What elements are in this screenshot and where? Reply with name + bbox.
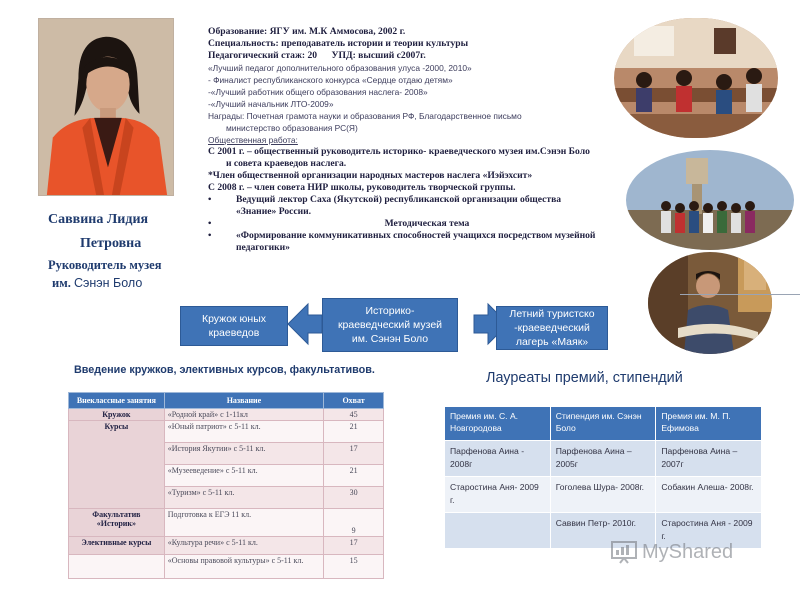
museum-box <box>322 298 458 352</box>
watermark-text: MyShared <box>642 540 734 563</box>
group-photo <box>626 150 794 250</box>
person-name-first: Саввина Лидия <box>48 212 149 227</box>
activities-section-title: Введение кружков, элективных курсов, факультативов. <box>74 364 375 376</box>
person-name-second: Петровна <box>80 236 142 251</box>
public-work-line-cont: и совета краеведов наслега. <box>226 158 347 169</box>
box-label-line: -краеведческий <box>514 322 590 334</box>
activity-count-cell: 9 <box>324 509 384 537</box>
awards-line-cont: министерство образования РС(Я) <box>226 123 358 133</box>
category-label: Факультатив <box>92 510 141 519</box>
category-cell: Кружок <box>69 409 165 421</box>
activity-name-cell: «Основы правовой культуры» с 5-11 кл. <box>164 555 323 579</box>
activity-count-cell: 45 <box>324 409 384 421</box>
museum-exhibit-photo <box>648 252 772 354</box>
laureate-cell: Парфенова Аина – 2007г <box>656 441 762 477</box>
category-cell: Элективные курсы <box>69 537 165 555</box>
activity-count-cell: 15 <box>324 555 384 579</box>
laureates-section-title: Лауреаты премий, стипендий <box>486 370 683 386</box>
classroom-photo <box>614 18 778 138</box>
table-row <box>445 477 762 513</box>
category-label: «Историк» <box>96 519 136 528</box>
bullet-item <box>208 194 658 206</box>
laureate-cell: Парфенова Аина – 2005г <box>550 441 656 477</box>
public-work-title: Общественная работа: <box>208 135 298 145</box>
organization-prefix: им. <box>52 276 71 290</box>
bullet-text: Ведущий лектор Саха (Якутской) республиканской организации общества <box>236 194 562 205</box>
activity-name-cell: Подготовка к ЕГЭ 11 кл. <box>164 509 323 537</box>
public-work-line: С 2001 г. – общественный руководитель историко- краеведческого музея им.Сэнэн Боло <box>208 146 590 157</box>
activity-name-cell: «Культура речи» с 5-11 кл. <box>164 537 323 555</box>
bullet-mark: • <box>208 218 212 229</box>
bullet-text-cont: «Знание» России. <box>236 206 312 217</box>
table-row <box>445 441 762 477</box>
portrait-photo <box>38 18 174 196</box>
laureate-cell: Парфенова Аина - 2008г <box>445 441 551 477</box>
table-header-row <box>445 407 762 441</box>
table-row <box>69 537 384 555</box>
activity-count-cell: 21 <box>324 421 384 443</box>
category-cell: Курсы <box>69 421 165 509</box>
activity-name-cell: «Туризм» с 5-11 кл. <box>164 487 323 509</box>
presentation-icon <box>610 540 638 564</box>
column-header: Премия им. М. П. Ефимова <box>656 407 762 441</box>
activity-count-cell: 17 <box>324 443 384 465</box>
bullet-mark: • <box>208 230 212 241</box>
box-label-line: Кружок юных <box>201 313 267 325</box>
bullet-item <box>208 230 658 242</box>
box-label-line: им. Сэнэн Боло <box>351 333 429 345</box>
bullet-item <box>208 218 658 230</box>
organization-name: Сэнэн Боло <box>73 276 143 290</box>
laureate-cell: Собакин Алеша- 2008г. <box>656 477 762 513</box>
laureate-cell <box>445 513 551 549</box>
activity-name-cell: «История Якутии» с 5-11 кл. <box>164 443 323 465</box>
box-label-line: лагерь «Маяк» <box>515 336 589 348</box>
divider-line <box>680 294 800 295</box>
award-line: - Финалист республиканского конкурса «Сердце отдаю детям» <box>208 75 453 85</box>
table-row <box>69 421 384 443</box>
laureates-table <box>444 406 762 549</box>
activity-name-cell: «Родной край» с 1-11кл <box>164 409 323 421</box>
column-header: Охват <box>324 393 384 409</box>
specialty-line: Специальность: преподаватель истории и теории культуры <box>208 38 469 49</box>
table-row <box>69 509 384 537</box>
table-row <box>69 409 384 421</box>
activity-count-cell: 30 <box>324 487 384 509</box>
column-header: Название <box>164 393 323 409</box>
bullet-text-cont: педагогики» <box>236 242 290 253</box>
person-role: Руководитель музея <box>48 258 162 272</box>
bullet-text: Методическая тема <box>384 218 470 229</box>
box-label-line: Историко- <box>365 305 415 317</box>
public-work-line: *Член общественной организации народных мастеров наслега «Иэйэхсит» <box>208 170 533 181</box>
column-header: Стипендия им. Сэнэн Боло <box>550 407 656 441</box>
activity-name-cell: «Юный патриот» с 5-11 кл. <box>164 421 323 443</box>
award-line: -«Лучший начальник ЛТО-2009» <box>208 99 334 109</box>
category-cell <box>69 509 165 537</box>
awards-line: Награды: Почетная грамота науки и образования РФ, Благодарственное письмо <box>208 111 522 121</box>
laureate-cell: Старостина Аня- 2009 г. <box>445 477 551 513</box>
laureate-cell: Гоголева Шура- 2008г. <box>550 477 656 513</box>
summer-camp-box <box>496 306 608 350</box>
table-row <box>69 555 384 579</box>
public-work-line: С 2008 г. – член совета НИР школы, руководитель творческой группы. <box>208 182 516 193</box>
laureate-cell: Старостина Аня - 2009 г. <box>656 513 762 549</box>
bullet-text: «Формирование коммуникативных способностей учащихся посредством музейной <box>236 230 596 241</box>
watermark <box>610 540 733 564</box>
activity-count-cell: 21 <box>324 465 384 487</box>
education-line: Образование: ЯГУ им. М.К Аммосова, 2002 г. <box>208 26 406 37</box>
activities-table <box>68 392 384 579</box>
young-historians-club-box <box>180 306 288 346</box>
column-header: Премия им. С. А. Новгородова <box>445 407 551 441</box>
box-label-line: краеведческий музей <box>337 319 443 331</box>
activity-count-cell: 17 <box>324 537 384 555</box>
laureate-cell: Саввин Петр- 2010г. <box>550 513 656 549</box>
award-line: -«Лучший работник общего образования наслега- 2008» <box>208 87 428 97</box>
activity-name-cell: «Музееведение» с 5-11 кл. <box>164 465 323 487</box>
bullet-mark: • <box>208 194 212 205</box>
box-label-line: краеведов <box>208 327 260 339</box>
biography-block <box>208 26 658 254</box>
box-label-line: Летний туристско <box>509 308 595 320</box>
person-organization <box>52 276 142 291</box>
award-line: «Лучший педагог дополнительного образования улуса -2000, 2010» <box>208 63 472 73</box>
column-header: Внеклассные занятия <box>69 393 165 409</box>
experience-line: Педагогический стаж: 20 УПД: высший с2007г. <box>208 50 426 61</box>
empty-cell <box>69 555 165 579</box>
table-header-row <box>69 393 384 409</box>
